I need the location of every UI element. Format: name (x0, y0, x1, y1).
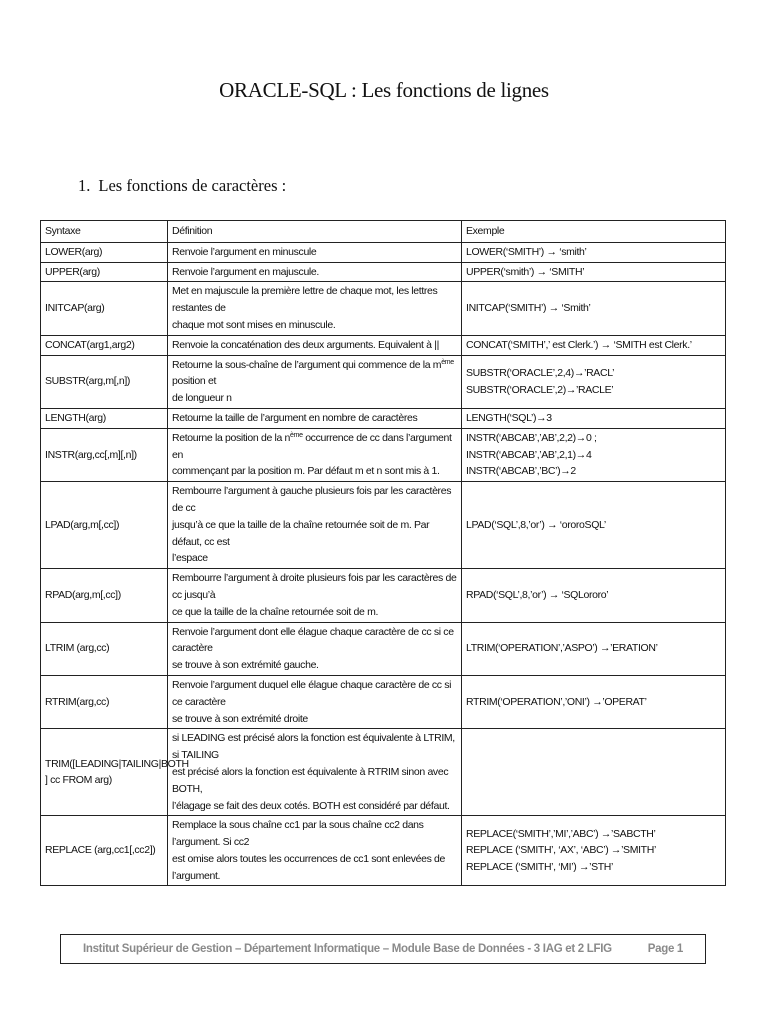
definition-text: se trouve à son extrémité gauche. (172, 659, 319, 672)
syntax-cell (41, 622, 168, 675)
syntax-text: ] cc FROM arg) (45, 774, 112, 787)
example-cell (462, 622, 726, 675)
page-number: Page 1 (647, 943, 684, 955)
table-row (41, 622, 726, 675)
definition-text: de longueur n (172, 392, 232, 405)
syntax-text: LOWER(arg) (45, 245, 103, 258)
definition-text: chaque mot sont mises en minuscule. (172, 318, 336, 331)
definition-cell (168, 729, 462, 816)
table-row (41, 482, 726, 569)
definition-line (172, 390, 457, 407)
definition-cell (168, 428, 462, 481)
syntax-cell (41, 816, 168, 886)
example-cell (462, 355, 726, 408)
example-text: LPAD(‘SQL’,8,’or’) → ‘ororoSQL’ (466, 518, 606, 531)
definition-line (172, 517, 457, 551)
syntax-text: UPPER(arg) (45, 265, 100, 278)
definition-cell (168, 282, 462, 335)
definition-text: Renvoie la concaténation des deux arguments. Equivalent à || (172, 338, 439, 351)
definition-line (172, 851, 457, 885)
definition-text: Retourne la sous-chaîne de l’argument qui commence de la m (172, 358, 442, 371)
definition-cell (168, 242, 462, 262)
definition-cell (168, 408, 462, 428)
definition-line (172, 430, 457, 464)
table-body (41, 242, 726, 886)
example-cell (462, 729, 726, 816)
definition-line (172, 244, 457, 261)
table-row (41, 355, 726, 408)
definition-text: Renvoie l’argument en minuscule (172, 245, 317, 258)
syntax-text: RTRIM(arg,cc) (45, 695, 110, 708)
example-text: REPLACE (‘SMITH’, ‘MI’) →’STH’ (466, 861, 614, 874)
definition-line (172, 624, 457, 658)
syntax-text: TRIM([LEADING|TAILING|BOTH (45, 757, 189, 770)
syntax-cell (41, 335, 168, 355)
definition-line (172, 317, 457, 334)
ordinal-superscript: ème (441, 358, 454, 366)
definition-cell (168, 262, 462, 282)
example-text: RTRIM(‘OPERATION’,’ONI’) →’OPERAT’ (466, 695, 647, 708)
example-text: REPLACE(‘SMITH’,’MI’,’ABC’) →’SABCTH’ (466, 827, 656, 840)
example-cell (462, 482, 726, 569)
syntax-cell (41, 408, 168, 428)
example-text: SUBSTR(‘ORACLE’,2,4)→’RACL’ (466, 366, 615, 379)
definition-line (172, 483, 457, 517)
example-cell (462, 569, 726, 622)
example-cell (462, 675, 726, 728)
syntax-cell (41, 262, 168, 282)
ordinal-superscript: ème (290, 431, 303, 439)
definition-line (172, 357, 457, 391)
section-number: 1. (78, 176, 91, 195)
page-footer (60, 934, 706, 964)
definition-text: l’élagage se fait des deux cotés. BOTH est considéré par défaut. (172, 799, 450, 812)
syntax-text: REPLACE (arg,cc1[,cc2]) (45, 844, 156, 857)
definition-cell (168, 482, 462, 569)
definition-cell (168, 355, 462, 408)
example-text: REPLACE (‘SMITH’, ‘AX’, ‘ABC’) →’SMITH’ (466, 844, 656, 857)
page-title: ORACLE-SQL : Les fonctions de lignes (219, 78, 549, 102)
example-cell (462, 242, 726, 262)
definition-text: ce que la taille de la chaîne retournée soit de m. (172, 605, 379, 618)
definition-line (172, 817, 457, 851)
definition-text: est précisé alors la fonction est équivalente à RTRIM sinon avec BOTH, (172, 765, 449, 795)
example-text: LOWER(‘SMITH’) → ‘smith’ (466, 245, 587, 258)
definition-cell (168, 816, 462, 886)
syntax-text: INITCAP(arg) (45, 302, 105, 315)
definition-text: Renvoie l’argument dont elle élague chaque caractère de cc si ce caractère (172, 625, 454, 655)
example-text: CONCAT(‘SMITH’,’ est Clerk.’) → ‘SMITH est Clerk.’ (466, 338, 692, 351)
definition-text: commençant par la position m. Par défaut m et n sont mis à 1. (172, 465, 440, 478)
definition-line (172, 550, 457, 567)
definition-text: Met en majuscule la première lettre de chaque mot, les lettres restantes de (172, 285, 438, 315)
functions-table (40, 220, 726, 886)
example-text: RPAD(‘SQL’,8,’or’) → ‘SQLororo’ (466, 588, 609, 601)
example-cell (462, 335, 726, 355)
definition-cell (168, 622, 462, 675)
example-cell (462, 408, 726, 428)
syntax-text: LPAD(arg,m[,cc]) (45, 518, 120, 531)
table-row (41, 242, 726, 262)
syntax-text: CONCAT(arg1,arg2) (45, 338, 135, 351)
definition-line (172, 657, 457, 674)
definition-text: l’espace (172, 552, 208, 565)
syntax-cell (41, 482, 168, 569)
syntax-cell (41, 355, 168, 408)
example-text: SUBSTR(‘ORACLE’,2)→’RACLE’ (466, 383, 614, 396)
table-row (41, 569, 726, 622)
example-text: INITCAP(‘SMITH’) → ‘Smith’ (466, 302, 591, 315)
section-title: Les fonctions de caractères : (98, 176, 287, 195)
definition-line (172, 604, 457, 621)
example-cell (462, 816, 726, 886)
definition-text: Renvoie l’argument en majuscule. (172, 265, 319, 278)
example-cell (462, 428, 726, 481)
syntax-cell (41, 282, 168, 335)
definition-text: occurrence de cc dans l’argument en (172, 431, 452, 461)
syntax-text: INSTR(arg,cc[,m][,n]) (45, 448, 137, 461)
definition-text: Rembourre l’argument à gauche plusieurs fois par les caractères de cc (172, 485, 452, 514)
table-row (41, 675, 726, 728)
header-syntax: Syntaxe (41, 221, 168, 243)
table-row (41, 282, 726, 335)
table-row (41, 729, 726, 816)
definition-line (172, 463, 457, 480)
footer-text: Institut Supérieur de Gestion – Département Informatique – Module Base de Données - 3 IAG et 2 LFIG (82, 943, 612, 955)
definition-line (172, 677, 457, 711)
example-cell (462, 282, 726, 335)
definition-line (172, 337, 457, 354)
syntax-cell (41, 242, 168, 262)
definition-text: Remplace la sous chaîne cc1 par la sous chaîne cc2 dans l’argument. Si cc2 (172, 819, 424, 849)
definition-text: Retourne la taille de l’argument en nombre de caractères (172, 411, 418, 424)
header-definition: Définition (168, 221, 462, 243)
table-row (41, 408, 726, 428)
example-cell (462, 262, 726, 282)
example-text: INSTR(‘ABCAB’,’BC’)→2 (466, 465, 576, 478)
syntax-text: LTRIM (arg,cc) (45, 642, 110, 655)
definition-line (172, 730, 457, 764)
definition-line (172, 264, 457, 281)
syntax-cell (41, 428, 168, 481)
definition-cell (168, 675, 462, 728)
definition-text: est omise alors toutes les occurrences de cc1 sont enlevées de l’argument. (172, 852, 446, 882)
definition-cell (168, 335, 462, 355)
example-text: INSTR(‘ABCAB’,’AB’,2,2)→0 ; INSTR(‘ABCAB’,’AB’,2,1)→4 (466, 431, 597, 461)
table-row (41, 428, 726, 481)
definition-text: si LEADING est précisé alors la fonction est équivalente à LTRIM, si TAILING (172, 732, 455, 762)
syntax-cell (41, 675, 168, 728)
definition-text: se trouve à son extrémité droite (172, 712, 308, 725)
definition-line (172, 570, 457, 604)
header-example: Exemple (462, 221, 726, 243)
syntax-text: LENGTH(arg) (45, 411, 106, 424)
syntax-text: SUBSTR(arg,m[,n]) (45, 375, 131, 388)
definition-text: Rembourre l’argument à droite plusieurs fois par les caractères de cc jusqu’à (172, 572, 457, 601)
section-heading (78, 176, 286, 196)
table-row (41, 335, 726, 355)
syntax-text: RPAD(arg,m[,cc]) (45, 588, 121, 601)
table-row (41, 816, 726, 886)
definition-text: Renvoie l’argument duquel elle élague chaque caractère de cc si ce caractère (172, 678, 452, 708)
definition-line (172, 798, 457, 815)
definition-line (172, 283, 457, 317)
syntax-cell (41, 569, 168, 622)
definition-text: position et (172, 375, 217, 388)
definition-cell (168, 569, 462, 622)
definition-text: Retourne la position de la n (172, 431, 291, 444)
example-text: LENGTH(‘SQL’)→3 (466, 411, 552, 424)
syntax-cell (41, 729, 189, 816)
example-text: UPPER(‘smith’) → ‘SMITH’ (466, 265, 585, 278)
definition-line (172, 410, 457, 427)
table-row (41, 262, 726, 282)
table-header-row (41, 221, 726, 243)
definition-line (172, 764, 457, 798)
definition-text: jusqu’à ce que la taille de la chaîne retournée soit de m. Par défaut, cc est (172, 518, 430, 548)
definition-line (172, 711, 457, 728)
example-text: LTRIM(‘OPERATION’,’ASPO’) →’ERATION’ (466, 642, 658, 655)
